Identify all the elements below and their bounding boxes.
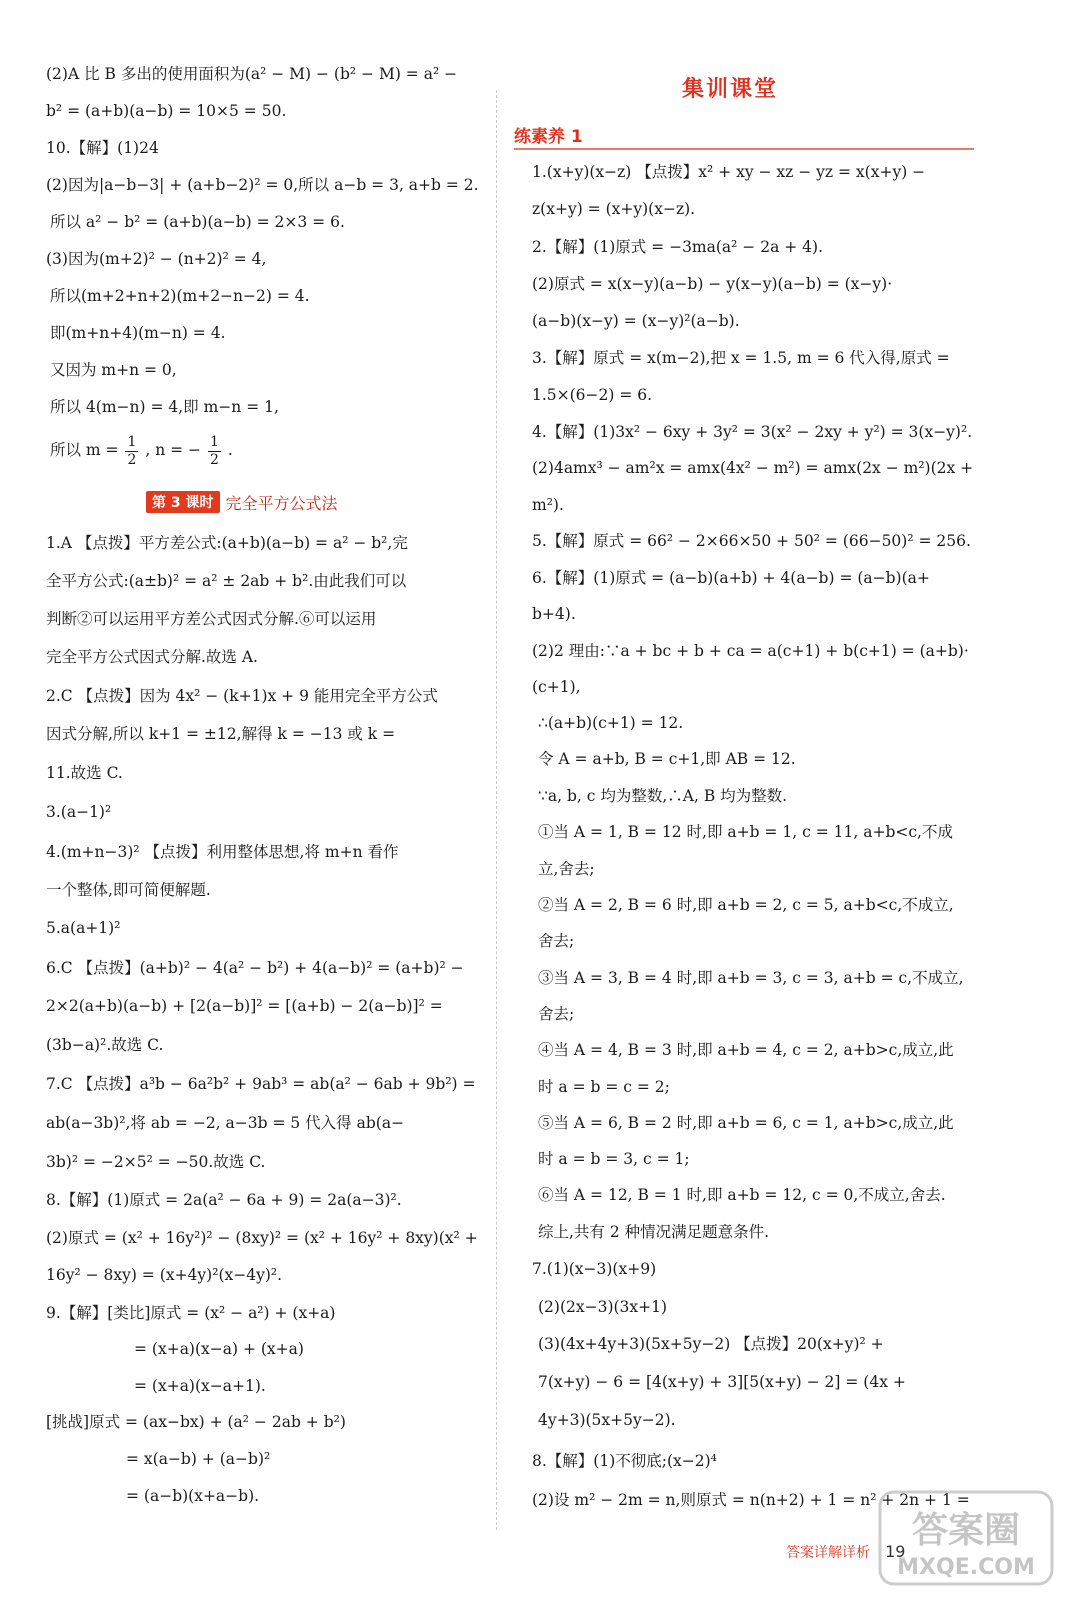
text-line: 3b)² = −2×5² = −50.故选 C. [46, 1153, 266, 1171]
text-line: 立,舍去; [538, 860, 595, 878]
text-line: m²). [532, 496, 564, 514]
text-line: = (x+a)(x−a) + (x+a) [134, 1340, 304, 1358]
fraction-numerator: 1 [127, 433, 137, 450]
lesson-title: 完全平方公式法 [225, 493, 338, 513]
text-segment: 所以 m = [50, 441, 119, 459]
text-line: 5.a(a+1)² [46, 919, 121, 937]
text-line: (2)原式 = (x² + 16y²)² − (8xy)² = (x² + 16y² + 8xy)(x² + [46, 1229, 478, 1247]
text-line: 1.(x+y)(x−z) 【点拨】x² + xy − xz − yz = x(x+y) − [532, 163, 926, 181]
text-line: 8.【解】(1)不彻底;(x−2)⁴ [532, 1452, 717, 1470]
text-segment: . [227, 441, 233, 459]
text-line: 时 a = b = c = 2; [538, 1078, 670, 1096]
column-divider [496, 90, 497, 1530]
text-line: 全平方公式:(a±b)² = a² ± 2ab + b².由此我们可以 [46, 572, 407, 590]
text-line: (2)(2x−3)(3x+1) [538, 1298, 668, 1316]
text-line: 11.故选 C. [46, 764, 123, 782]
text-line: 16y² − 8xy) = (x+4y)²(x−4y)². [46, 1266, 283, 1284]
text-line: b² = (a+b)(a−b) = 10×5 = 50. [46, 102, 287, 120]
text-line: (2)2 理由:∵a + bc + b + ca = a(c+1) + b(c+1) = (a+b)· [532, 642, 969, 660]
text-line: 7.C 【点拨】a³b − 6a²b² + 9ab³ = ab(a² − 6ab + 9b²) = [46, 1075, 476, 1093]
text-line: 2.【解】(1)原式 = −3ma(a² − 2a + 4). [532, 238, 823, 256]
page-number: 19 [885, 1542, 906, 1561]
subsection-title: 练素养 1 [514, 127, 583, 147]
text-line: 即(m+n+4)(m−n) = 4. [50, 324, 226, 342]
text-line: ∵a, b, c 均为整数,∴A, B 均为整数. [538, 787, 788, 805]
text-line: (3)(4x+4y+3)(5x+5y−2) 【点拨】20(x+y)² + [538, 1335, 884, 1353]
text-line: = (a−b)(x+a−b). [126, 1487, 260, 1505]
text-line: 所以 a² − b² = (a+b)(a−b) = 2×3 = 6. [50, 213, 345, 231]
text-line: 舍去; [538, 932, 575, 950]
text-line: 舍去; [538, 1005, 575, 1023]
text-line: (c+1), [532, 678, 581, 696]
watermark-text: 答案圈 [911, 1510, 1021, 1551]
text-line: ∴(a+b)(c+1) = 12. [538, 714, 684, 732]
text-line: (a−b)(x−y) = (x−y)²(a−b). [532, 312, 740, 330]
text-line: (2)A 比 B 多出的使用面积为(a² − M) − (b² − M) = a² − [46, 65, 458, 83]
text-line: z(x+y) = (x+y)(x−z). [532, 200, 696, 218]
text-line: 9.【解】[类比]原式 = (x² − a²) + (x+a) [46, 1304, 336, 1322]
text-line: 2×2(a+b)(a−b) + [2(a−b)]² = [(a+b) − 2(a−b)]² = [46, 997, 443, 1015]
text-line: (3b−a)².故选 C. [46, 1036, 164, 1054]
watermark-domain: MXQE.COM [897, 1555, 1035, 1580]
text-line: 1.A 【点拨】平方差公式:(a+b)(a−b) = a² − b²,完 [46, 534, 408, 552]
text-line: ④当 A = 4, B = 3 时,即 a+b = 4, c = 2, a+b>c,成立,此 [538, 1041, 954, 1059]
text-line: (2)4amx³ − am²x = amx(4x² − m²) = amx(2x − m²)(2x + [532, 459, 974, 477]
fraction-numerator: 1 [209, 433, 219, 450]
text-line: 7.(1)(x−3)(x+9) [532, 1260, 657, 1278]
text-line: 4y+3)(5x+5y−2). [538, 1411, 676, 1429]
text-line: 完全平方公式因式分解.故选 A. [46, 648, 258, 666]
text-segment: , n = − [145, 441, 202, 459]
text-line: ①当 A = 1, B = 12 时,即 a+b = 1, c = 11, a+b<c,不成 [538, 823, 953, 841]
text-line: ⑥当 A = 12, B = 1 时,即 a+b = 12, c = 0,不成立,舍去. [538, 1186, 946, 1204]
text-line: 所以(m+2+n+2)(m+2−n−2) = 4. [50, 287, 310, 305]
footer-label: 答案详解详析 [786, 1545, 870, 1561]
text-line: 8.【解】(1)原式 = 2a(a² − 6a + 9) = 2a(a−3)². [46, 1191, 402, 1209]
lesson-header [146, 490, 338, 514]
fraction [125, 434, 138, 469]
text-line: 2.C 【点拨】因为 4x² − (k+1)x + 9 能用完全平方公式 [46, 687, 438, 705]
fraction-denominator: 2 [127, 451, 137, 468]
text-line: (2)原式 = x(x−y)(a−b) − y(x−y)(a−b) = (x−y)· [532, 275, 893, 293]
text-line: = (x+a)(x−a+1). [134, 1377, 266, 1395]
subsection-rule [514, 148, 974, 150]
text-line: 4.(m+n−3)² 【点拨】利用整体思想,将 m+n 看作 [46, 843, 399, 861]
text-line: 6.C 【点拨】(a+b)² − 4(a² − b²) + 4(a−b)² = (a+b)² − [46, 959, 464, 977]
text-line: 又因为 m+n = 0, [50, 361, 177, 379]
text-line: 时 a = b = 3, c = 1; [538, 1150, 690, 1168]
fraction-line [50, 432, 233, 469]
section-title: 集训课堂 [682, 77, 779, 102]
text-line: (3)因为(m+2)² − (n+2)² = 4, [46, 250, 267, 268]
text-line: 6.【解】(1)原式 = (a−b)(a+b) + 4(a−b) = (a−b)(a+ [532, 569, 930, 587]
text-line: 3.【解】原式 = x(m−2),把 x = 1.5, m = 6 代入得,原式 = [532, 349, 950, 367]
text-line: = x(a−b) + (a−b)² [126, 1450, 271, 1468]
text-line: ③当 A = 3, B = 4 时,即 a+b = 3, c = 3, a+b = c,不成立, [538, 969, 964, 987]
text-line: 7(x+y) − 6 = [4(x+y) + 3][5(x+y) − 2] = (4x + [538, 1373, 906, 1391]
text-line: b+4). [532, 605, 576, 623]
text-line: 因式分解,所以 k+1 = ±12,解得 k = −13 或 k = [46, 725, 396, 743]
fraction [208, 434, 221, 469]
text-line: 4.【解】(1)3x² − 6xy + 3y² = 3(x² − 2xy + y²) = 3(x−y)². [532, 423, 973, 441]
text-line: (2)设 m² − 2m = n,则原式 = n(n+2) + 1 = n² + 2n + 1 = [532, 1491, 970, 1509]
text-line: 令 A = a+b, B = c+1,即 AB = 12. [538, 750, 796, 768]
text-line: (2)因为|a−b−3| + (a+b−2)² = 0,所以 a−b = 3, a+b = 2. [46, 176, 479, 194]
text-line: 判断②可以运用平方差公式因式分解.⑥可以运用 [46, 610, 377, 628]
lesson-badge: 第 3 课时 [146, 491, 220, 513]
text-line: 所以 4(m−n) = 4,即 m−n = 1, [50, 398, 279, 416]
watermark-logo [876, 1486, 1056, 1590]
text-line: 3.(a−1)² [46, 803, 112, 821]
text-line: 5.【解】原式 = 66² − 2×66×50 + 50² = (66−50)² = 256. [532, 532, 971, 550]
fraction-denominator: 2 [209, 451, 219, 468]
text-line: ②当 A = 2, B = 6 时,即 a+b = 2, c = 5, a+b<c,不成立, [538, 896, 954, 914]
text-line: 1.5×(6−2) = 6. [532, 386, 653, 404]
text-line: 10.【解】(1)24 [46, 139, 159, 157]
text-line: [挑战]原式 = (ax−bx) + (a² − 2ab + b²) [46, 1413, 346, 1431]
text-line: ⑤当 A = 6, B = 2 时,即 a+b = 6, c = 1, a+b>c,成立,此 [538, 1114, 954, 1132]
text-line: 综上,共有 2 种情况满足题意条件. [538, 1223, 770, 1241]
text-line: ab(a−3b)²,将 ab = −2, a−3b = 5 代入得 ab(a− [46, 1114, 405, 1132]
text-line: 一个整体,即可简便解题. [46, 881, 211, 899]
